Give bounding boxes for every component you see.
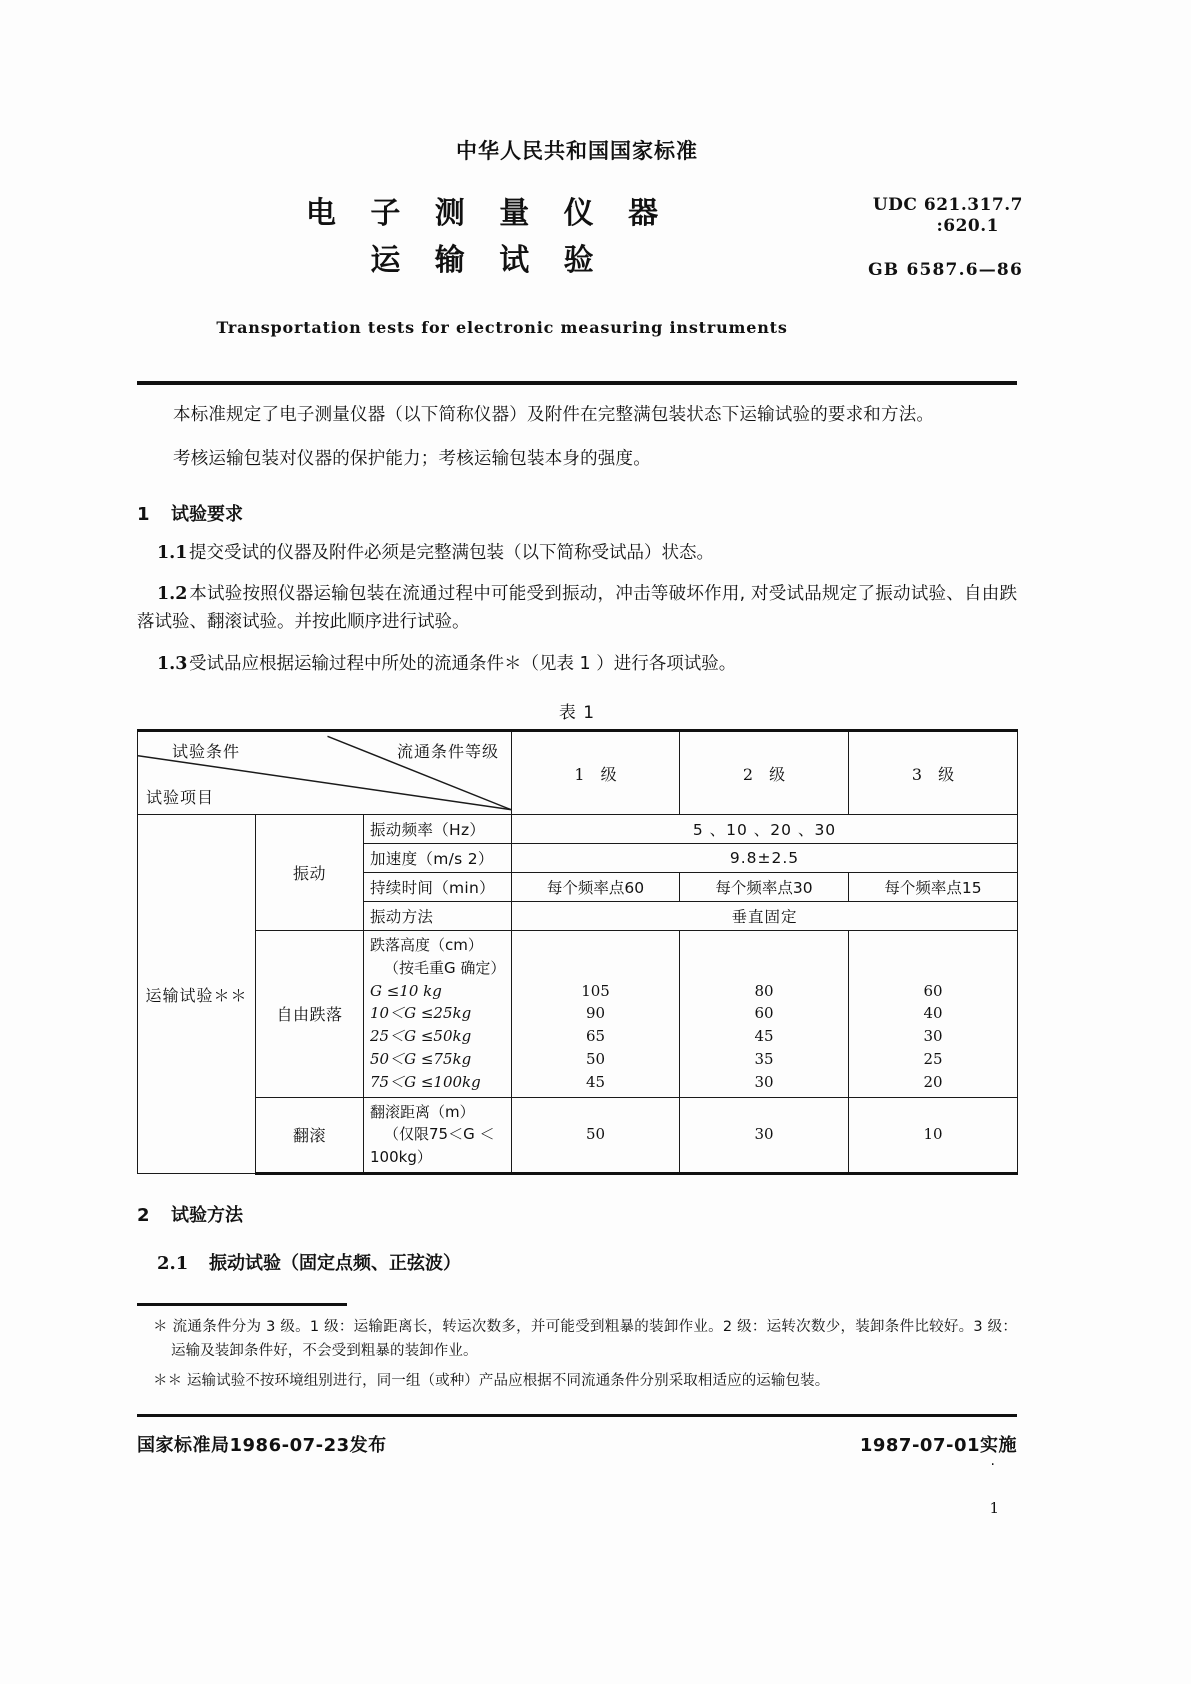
page-dot-mark: .: [990, 1452, 995, 1469]
main-title-line-2: 运 输 试 验: [370, 242, 606, 278]
fall-height-grade-3-column: [849, 931, 1018, 1098]
clause-1-3: [137, 650, 1017, 678]
footnote-1: ＊ 流通条件分为 3 级。1 级：运输距离长，转运次数多，并可能受到粗暴的装卸作业。2 级：运转次数少，装卸条件比较好。3 级：运输及装卸条件好，不会受到粗暴的装卸作业。: [153, 1319, 1017, 1359]
table-corner-cell: [138, 731, 512, 815]
section-2-title: 试验方法: [171, 1205, 243, 1227]
fall-height-g2-v2: 60: [754, 1004, 774, 1023]
fall-height-g2-v1: 80: [754, 981, 774, 1000]
table-row: [138, 931, 1018, 1098]
gb-standard-number: GB 6587.6—86: [868, 259, 1023, 280]
footnote-divider: [137, 1303, 347, 1306]
section-1-heading: [137, 500, 1017, 526]
param-fall-height: [364, 931, 512, 1098]
grade-3-number: 3: [911, 764, 923, 784]
fall-height-g1-v2: 90: [585, 1004, 606, 1023]
weight-class-5: 75＜G ≤100kg: [370, 1072, 481, 1091]
weight-class-3: 25＜G ≤50kg: [370, 1027, 472, 1046]
transport-test-group-label: 运输试验＊＊: [138, 815, 256, 1174]
main-title-line-1: 电 子 测 量 仪 器: [305, 196, 671, 231]
title-row: [137, 191, 1023, 284]
clause-1-2: [137, 580, 1017, 637]
udc-line-1: UDC 621.317.7: [872, 195, 1023, 215]
fall-height-g1-v3: 65: [585, 1027, 606, 1046]
page-number: 1: [989, 1499, 999, 1518]
param-vibration-method: 振动方法: [364, 902, 512, 931]
udc-line-2: :620.1: [936, 216, 999, 237]
clause-1-2-text: 本试验按照仪器运输包装在流通过程中可能受到振动，冲击等破坏作用, 对受试品规定了振动试验、自由跌落试验、翻滚试验。并按此顺序进行试验。: [137, 584, 1017, 633]
roll-grade-3-value: 10: [849, 1097, 1018, 1173]
fall-height-g1-v5: 45: [585, 1072, 606, 1091]
fall-height-g3-v2: 40: [923, 1004, 943, 1023]
grade-header-3: [849, 731, 1018, 815]
weight-class-4: 50＜G ≤75kg: [370, 1050, 472, 1069]
clause-1-3-number: 1.3: [157, 653, 188, 674]
grade-header-1: [512, 731, 680, 815]
fall-height-g2-v4: 35: [754, 1050, 774, 1069]
table-row: [138, 815, 1018, 844]
corner-label-test-item: 试验项目: [146, 788, 215, 808]
clause-2-1-text: 振动试验（固定点频、正弦波）: [209, 1253, 461, 1275]
roll-title-3: 100kg）: [370, 1148, 432, 1167]
param-roll-distance: [364, 1097, 512, 1173]
grade-2-label: 级: [769, 764, 786, 784]
value-duration-grade-2: 每个频率点30: [680, 873, 849, 902]
roll-title-2: （仅限75＜G ＜: [384, 1125, 495, 1144]
param-vibration-frequency: 振动频率（Hz）: [364, 815, 512, 844]
value-vibration-method: 垂直固定: [512, 902, 1018, 931]
param-duration: 持续时间（min）: [364, 873, 512, 902]
grade-header-2: [680, 731, 849, 815]
section-1-number: 1: [137, 503, 150, 525]
udc-block: [813, 195, 1023, 281]
grade-2-number: 2: [742, 764, 754, 784]
table-header-row: [138, 731, 1018, 815]
fall-height-g3-v5: 20: [923, 1072, 943, 1091]
corner-label-test-condition: 试验条件: [172, 742, 241, 762]
roll-grade-1-value: 50: [512, 1097, 680, 1173]
vibration-group-label: 振动: [256, 815, 364, 931]
footer-issue-row: [137, 1431, 1017, 1457]
footer-divider: [137, 1414, 1017, 1417]
roll-title-1: 翻滚距离（m）: [370, 1102, 475, 1121]
intro-paragraph-2: 考核运输包装对仪器的保护能力；考核运输包装本身的强度。: [173, 449, 651, 470]
header-divider: [137, 381, 1017, 385]
grade-1-label: 级: [600, 764, 617, 784]
section-2-heading: [137, 1201, 1017, 1227]
value-duration-grade-3: 每个频率点15: [849, 873, 1018, 902]
clause-1-1-number: 1.1: [157, 542, 188, 563]
fall-height-g1-v4: 50: [585, 1050, 606, 1069]
free-fall-group-label: 自由跌落: [256, 931, 364, 1098]
section-1-title: 试验要求: [171, 503, 243, 525]
value-duration-grade-1: 每个频率点60: [512, 873, 680, 902]
fall-height-title-2: （按毛重G 确定）: [384, 958, 506, 977]
fall-height-g1-v1: 105: [581, 981, 610, 1000]
transport-test-table: [137, 729, 1018, 1175]
fall-height-grade-2-column: [680, 931, 849, 1098]
weight-class-1: G ≤10 kg: [370, 981, 442, 1000]
table-caption: 表 1: [558, 703, 596, 724]
fall-height-g2-v3: 45: [754, 1027, 774, 1046]
intro-paragraph-1: 本标准规定了电子测量仪器（以下简称仪器）及附件在完整满包装状态下运输试验的要求和方法。: [173, 405, 935, 425]
issuing-authority-date: 国家标准局1986-07-23发布: [137, 1434, 387, 1456]
footnote-2: ＊＊ 运输试验不按环境组别进行，同一组（或种）产品应根据不同流通条件分别采取相适应的运输包装。: [153, 1372, 830, 1389]
clause-1-2-number: 1.2: [157, 584, 188, 605]
effective-date: 1987-07-01实施: [859, 1434, 1017, 1456]
english-title: Transportation tests for electronic measuring instruments: [216, 318, 788, 337]
clause-2-1-heading: [137, 1249, 1017, 1275]
grade-3-label: 级: [938, 764, 955, 784]
grade-1-number: 1: [574, 764, 585, 784]
value-vibration-frequency: 5 、10 、20 、30: [512, 815, 1018, 844]
roll-grade-2-value: 30: [680, 1097, 849, 1173]
national-standard-title: 中华人民共和国国家标准: [456, 139, 698, 163]
table-row: [138, 1097, 1018, 1173]
clause-1-1: [137, 539, 1017, 567]
section-2-number: 2: [137, 1205, 150, 1227]
corner-label-circulation-grade: 流通条件等级: [397, 742, 500, 762]
clause-1-3-text: 受试品应根据运输过程中所处的流通条件＊（见表 1 ）进行各项试验。: [189, 653, 737, 674]
value-acceleration: 9.8±2.5: [512, 844, 1018, 873]
page-content: [137, 0, 1023, 1684]
rolling-group-label: 翻滚: [256, 1097, 364, 1173]
fall-height-g3-v1: 60: [923, 981, 943, 1000]
fall-height-g2-v5: 30: [754, 1072, 774, 1091]
fall-height-title-1: 跌落高度（cm）: [370, 936, 483, 955]
param-acceleration: 加速度（m/s 2）: [364, 844, 512, 873]
clause-1-1-text: 提交受试的仪器及附件必须是完整满包装（以下简称受试品）状态。: [189, 542, 714, 563]
weight-class-2: 10＜G ≤25kg: [370, 1004, 472, 1023]
fall-height-g3-v4: 25: [923, 1050, 943, 1069]
fall-height-g3-v3: 30: [923, 1027, 943, 1046]
fall-height-grade-1-column: [512, 931, 680, 1098]
clause-2-1-number: 2.1: [157, 1253, 189, 1275]
